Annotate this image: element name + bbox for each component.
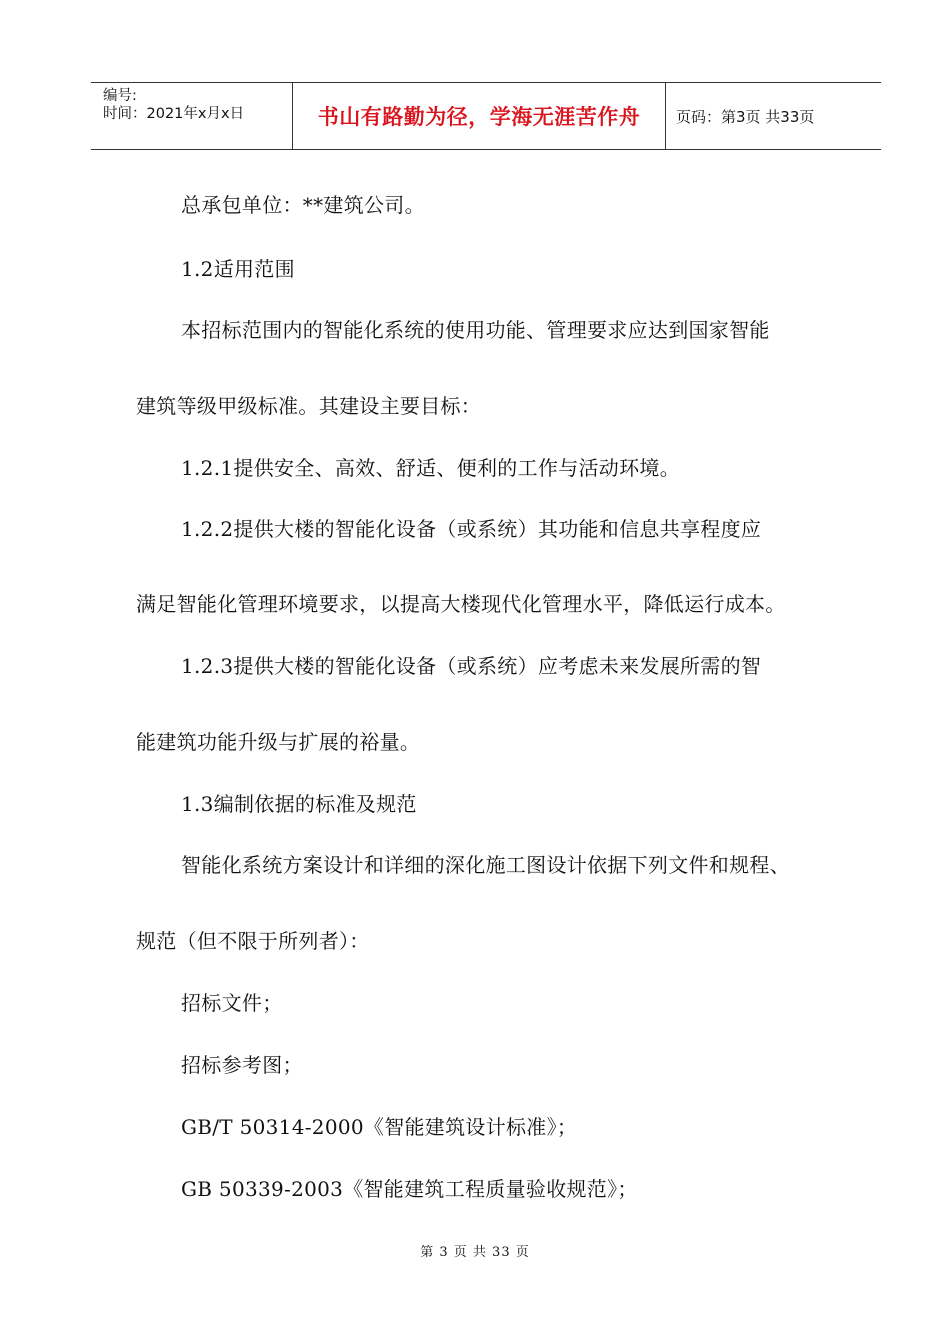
- time-label: 时间：2021年x月x日: [103, 106, 245, 122]
- paragraph-line: 1.2.3提供大楼的智能化设备（或系统）应考虑未来发展所需的智: [181, 654, 762, 678]
- header-meta: [91, 83, 293, 149]
- paragraph-line: 1.2.2提供大楼的智能化设备（或系统）其功能和信息共享程度应: [181, 517, 762, 541]
- header-motto-cell: [293, 83, 666, 149]
- paragraph-line: 满足智能化管理环境要求，以提高大楼现代化管理水平，降低运行成本。: [136, 592, 786, 616]
- list-item: 招标文件；: [181, 991, 283, 1015]
- paragraph-line: 本招标范围内的智能化系统的使用功能、管理要求应达到国家智能: [181, 318, 770, 342]
- paragraph-line: 规范（但不限于所列者）：: [136, 929, 370, 953]
- paragraph-line: 总承包单位：**建筑公司。: [181, 193, 425, 217]
- list-item: GB/T 50314-2000《智能建筑设计标准》；: [181, 1115, 578, 1139]
- paragraph-line: 建筑等级甲级标准。其建设主要目标：: [136, 394, 482, 418]
- page-header: [91, 82, 881, 150]
- paragraph-line: 能建筑功能升级与扩展的裕量。: [136, 730, 421, 754]
- list-item: 招标参考图；: [181, 1053, 303, 1077]
- page-footer: 第 3 页 共 33 页: [420, 1245, 530, 1260]
- page-info-text: 页码：第3页 共33页: [676, 107, 815, 126]
- paragraph-line: 1.2.1提供安全、高效、舒适、便利的工作与活动环境。: [181, 456, 680, 480]
- number-label: 编号:: [103, 88, 137, 104]
- section-heading: 1.3编制依据的标准及规范: [181, 792, 417, 816]
- paragraph-line: 智能化系统方案设计和详细的深化施工图设计依据下列文件和规程、: [181, 853, 790, 877]
- section-heading: 1.2适用范围: [181, 257, 295, 281]
- motto-text: 书山有路勤为径，学海无涯苦作舟: [317, 105, 641, 129]
- list-item: GB 50339-2003《智能建筑工程质量验收规范》；: [181, 1177, 638, 1201]
- header-page-info: [666, 83, 881, 149]
